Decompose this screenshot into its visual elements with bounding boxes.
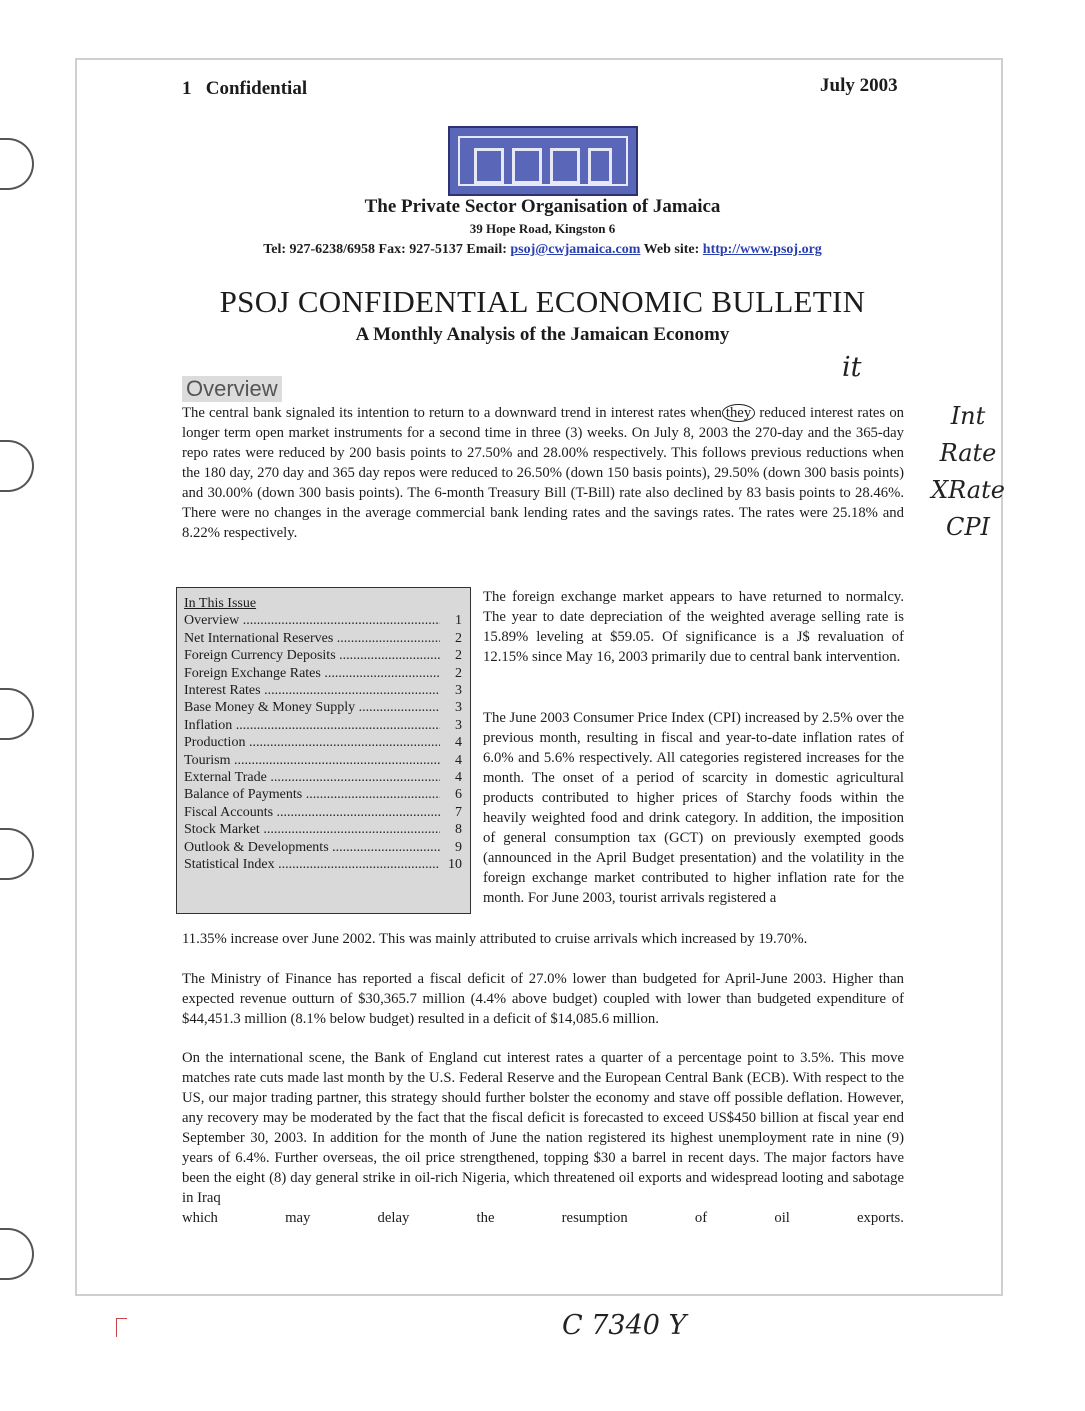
organization-contact xyxy=(0,242,1085,258)
fiscal-paragraph: The Ministry of Finance has reported a fiscal deficit of 27.0% lower than budgeted for April-June 2003. Higher than expected revenue outturn of $30,365.7 million (4.4% above budget) coupled with lower than budgeted expenditure of $44,451.3 million (8.1% below budget) resulted in a deficit of $14,085.6 million. xyxy=(182,971,904,1027)
toc-item[interactable]: Tourism ..... 4 xyxy=(184,752,462,769)
email-link[interactable]: psoj@cwjamaica.com xyxy=(510,242,641,257)
toc-item[interactable]: Fiscal Accounts ..... 7 xyxy=(184,804,462,821)
organization-name: The Private Sector Organisation of Jamaica xyxy=(364,196,721,217)
handwritten-margin-note xyxy=(928,398,1008,546)
toc-item[interactable]: Overview ..... 1 xyxy=(184,612,462,629)
toc-item[interactable]: External Trade ..... 4 xyxy=(184,769,462,786)
toc-item[interactable]: Net International Reserves ..... 2 xyxy=(184,630,462,647)
organization-address: 39 Hope Road, Kingston 6 xyxy=(469,221,616,236)
toc-item[interactable]: Foreign Exchange Rates ..... 2 xyxy=(184,665,462,682)
confidential-label: Confidential xyxy=(205,78,308,99)
toc-item[interactable]: Inflation ..... 3 xyxy=(184,717,462,734)
margin-note-line: CPI xyxy=(946,513,990,541)
toc-item[interactable]: Statistical Index ..... 10 xyxy=(184,856,462,873)
handwritten-it: it xyxy=(842,352,862,383)
margin-note-line: XRate xyxy=(931,476,1005,504)
punch-hole xyxy=(0,138,34,190)
international-last-line: which may delay the resumption of oil exports. xyxy=(182,1210,904,1226)
toc-item[interactable]: Foreign Currency Deposits ..... 2 xyxy=(184,647,462,664)
handwritten-document-code: C 7340 Y xyxy=(562,1310,687,1341)
punch-hole xyxy=(0,688,34,740)
in-this-issue-box xyxy=(176,587,471,914)
contact-details: Tel: 927-6238/6958 Fax: 927-5137 Email: xyxy=(263,242,511,257)
cpi-paragraph: The June 2003 Consumer Price Index (CPI) increased by 2.5% over the previous month, resulting in fiscal and year-to-date inflation rates of 6.0% and 5.6% respectively. All categories registered increases for the month. The onset of a period of scarcity in domestic agricultural products contributed to higher prices of Starchy foods within the heavily weighted food and drink category. In addition, the imposition of general consumption tax (GCT) on previously exempted goods (announced in the April Budget presentation) and the volatility in the foreign exchange market contributed to higher inflation rate for the month. For June 2003, tourist arrivals registered a xyxy=(483,710,904,906)
website-label: Web site: xyxy=(640,242,703,257)
website-link[interactable]: http://www.psoj.org xyxy=(702,242,822,257)
toc-item[interactable]: Outlook & Developments ..... 9 xyxy=(184,839,462,856)
bulletin-title: PSOJ CONFIDENTIAL ECONOMIC BULLETIN xyxy=(219,284,866,319)
bulletin-subtitle: A Monthly Analysis of the Jamaican Economy xyxy=(355,324,730,345)
page-number: 1 xyxy=(182,78,192,99)
margin-note-line: Int Rate xyxy=(939,402,997,467)
toc-item[interactable]: Balance of Payments ..... 6 xyxy=(184,786,462,803)
international-paragraph: On the international scene, the Bank of England cut interest rates a quarter of a percentage point to 3.5%. This move matches rate cuts made last month by the U.S. Federal Reserve and the European Central Bank (ECB). With respect to the US, our major trading partner, this strategy should further bolster the economy and stave off possible deflation. However, any recovery may be moderated by the fact that the fiscal deficit is forecasted to exceed US$450 billion at fiscal year end September 30, 2003. In addition for the month of June the nation registered its highest unemployment rate in nine (9) years of 6.4%. Further overseas, the oil price strengthened, topping $30 a barrel in recent days. The major factors have been the eight (8) day general strike in oil-rich Nigeria, which threatened oil exports and widespread looting and sabotage in Iraq xyxy=(182,1050,904,1206)
toc-item[interactable]: Interest Rates ..... 3 xyxy=(184,682,462,699)
page-header-left xyxy=(182,78,307,100)
tourism-continuation: 11.35% increase over June 2002. This was mainly attributed to cruise arrivals which increased by 19.70%. xyxy=(182,931,808,947)
overview-heading: Overview xyxy=(182,376,282,402)
page-date: July 2003 xyxy=(820,75,898,96)
red-pen-mark xyxy=(116,1318,127,1337)
toc-item[interactable]: Stock Market ..... 8 xyxy=(184,821,462,838)
punch-hole xyxy=(0,1228,34,1280)
toc-item[interactable]: Production ..... 4 xyxy=(184,734,462,751)
punch-hole xyxy=(0,828,34,880)
toc-item[interactable]: Base Money & Money Supply ..... 3 xyxy=(184,699,462,716)
psoj-logo xyxy=(448,126,638,196)
overview-paragraph: The central bank signaled its intention to return to a downward trend in interest rates when they reduced interest rates on longer term open market instruments for a second time in three (3) weeks. On July 8, 2003 the 270-day and the 365-day repo rates were reduced by 200 basis points to 27.50% and 28.00% respectively. This follows previous reductions when the 180 day, 270 day and 365 day repos were reduced to 26.50% (down 150 basis points), 29.50% (down 300 basis points) and 30.00% (down 300 basis points). The 6-month Treasury Bill (T-Bill) rate also declined by 83 basis points to 28.46%. There were no changes in the average commercial bank lending rates and the savings rates. The rates were 25.18% and 8.22% respectively. xyxy=(182,405,905,541)
fx-paragraph: The foreign exchange market appears to have returned to normalcy. The year to date depreciation of the weighted average selling rate is 15.89% leveling at $59.05. Of significance is a J$ revaluation of 12.15% since May 16, 2003 primarily due to central bank intervention. xyxy=(483,589,904,665)
circled-word: they xyxy=(722,404,755,422)
punch-hole xyxy=(0,440,34,492)
toc-title: In This Issue xyxy=(184,596,257,611)
